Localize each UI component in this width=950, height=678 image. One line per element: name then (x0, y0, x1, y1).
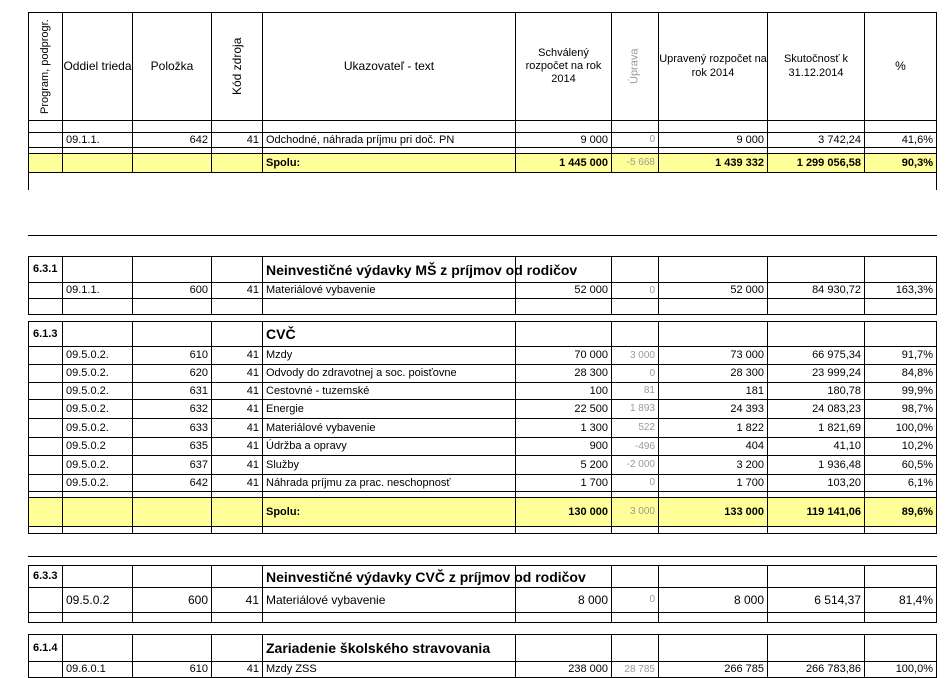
sec614-title: Zariadenie školského stravovania (262, 634, 662, 662)
sec613-row-3-text: Energie (262, 399, 516, 419)
sec613-total-percent: 89,6% (864, 497, 937, 527)
sec613-row-4-polozka: 633 (132, 418, 212, 438)
sec614-row-upraveny: 266 785 (658, 661, 768, 678)
top-total-label: Spolu: (262, 153, 516, 173)
sec613-row-5-polozka: 635 (132, 437, 212, 456)
top-row-text: Odchodné, náhrada príjmu pri doč. PN (262, 132, 516, 148)
sec613-row-4-kod: 41 (211, 418, 263, 438)
sec613-row-1-text: Odvody do zdravotnej a soc. poisťovne (262, 364, 516, 383)
sec613-row-0-kod: 41 (211, 346, 263, 365)
sec633-row-text: Materiálové vybavenie (262, 587, 516, 613)
sec613-row-1-skutocnost: 23 999,24 (767, 364, 865, 383)
sec613-row-0-oddiel: 09.5.0.2. (62, 346, 133, 365)
sec613-row-0-percent: 91,7% (864, 346, 937, 365)
sec613-row-5-schvaleny: 900 (515, 437, 612, 456)
sec613-row-3-kod: 41 (211, 399, 263, 419)
top-total-upraveny: 1 439 332 (658, 153, 768, 173)
sec613-row-2-upraveny: 181 (658, 382, 768, 400)
sec613-row-3-polozka: 632 (132, 399, 212, 419)
sec613-row-2-schvaleny: 100 (515, 382, 612, 400)
sec613-row-6-kod: 41 (211, 455, 263, 475)
sec613-row-5-uprava: -496 (611, 437, 659, 456)
header-upraveny: Upravený rozpočet na rok 2014 (658, 12, 768, 121)
header-program: Program, podprogr. (28, 12, 63, 121)
header-kod-zdroja: Kód zdroja (211, 12, 263, 121)
sec613-title: CVČ (262, 321, 662, 347)
sec631-row-schvaleny: 52 000 (515, 282, 612, 299)
sec613-row-5-oddiel: 09.5.0.2 (62, 437, 133, 456)
sec613-row-3-uprava: 1 893 (611, 399, 659, 419)
top-total-percent: 90,3% (864, 153, 937, 173)
sec631-title: Neinvestičné výdavky MŠ z príjmov od rodičov (262, 256, 662, 283)
sec633-row-oddiel: 09.5.0.2 (62, 587, 133, 613)
sec613-row-7-percent: 6,1% (864, 474, 937, 492)
header-polozka: Položka (132, 12, 212, 121)
header-ukazovatel: Ukazovateľ - text (262, 12, 516, 121)
sec613-total-upraveny: 133 000 (658, 497, 768, 527)
section-gap-2 (28, 556, 937, 557)
sec613-row-1-percent: 84,8% (864, 364, 937, 383)
sec613-row-0-polozka: 610 (132, 346, 212, 365)
sec613-row-6-upraveny: 3 200 (658, 455, 768, 475)
sec613-total-label: Spolu: (262, 497, 516, 527)
sheet-left-border (28, 172, 29, 190)
sec613-row-5-text: Údržba a opravy (262, 437, 516, 456)
sec613-row-3-schvaleny: 22 500 (515, 399, 612, 419)
sec613-row-3-skutocnost: 24 083,23 (767, 399, 865, 419)
sec613-row-3-percent: 98,7% (864, 399, 937, 419)
top-total-schvaleny: 1 445 000 (515, 153, 612, 173)
top-row-oddiel: 09.1.1. (62, 132, 133, 148)
sec613-row-7-schvaleny: 1 700 (515, 474, 612, 492)
sec633-code: 6.3.3 (28, 565, 63, 588)
sec633-row-schvaleny: 8 000 (515, 587, 612, 613)
sec613-row-0-text: Mzdy (262, 346, 516, 365)
sec613-row-5-upraveny: 404 (658, 437, 768, 456)
sec613-total-uprava: 3 000 (611, 497, 659, 527)
top-row-skutocnost: 3 742,24 (767, 132, 865, 148)
sec633-row-percent: 81,4% (864, 587, 937, 613)
sec631-row-polozka: 600 (132, 282, 212, 299)
header-uprava: Úprava (611, 12, 659, 121)
sec613-row-7-polozka: 642 (132, 474, 212, 492)
header-oddiel: Oddiel trieda (62, 12, 133, 121)
sec614-row-percent: 100,0% (864, 661, 937, 678)
sec613-row-2-skutocnost: 180,78 (767, 382, 865, 400)
sec613-row-4-uprava: 522 (611, 418, 659, 438)
sec633-row-skutocnost: 6 514,37 (767, 587, 865, 613)
sec613-row-0-upraveny: 73 000 (658, 346, 768, 365)
sec614-row-schvaleny: 238 000 (515, 661, 612, 678)
sec631-row-upraveny: 52 000 (658, 282, 768, 299)
sec613-row-1-oddiel: 09.5.0.2. (62, 364, 133, 383)
top-row-percent: 41,6% (864, 132, 937, 148)
sec614-row-polozka: 610 (132, 661, 212, 678)
sec613-row-7-uprava: 0 (611, 474, 659, 492)
sec613-row-7-oddiel: 09.5.0.2. (62, 474, 133, 492)
top-total-uprava: -5 668 (611, 153, 659, 173)
sec613-row-5-skutocnost: 41,10 (767, 437, 865, 456)
sec613-row-0-schvaleny: 70 000 (515, 346, 612, 365)
sec613-row-7-kod: 41 (211, 474, 263, 492)
sec613-row-3-oddiel: 09.5.0.2. (62, 399, 133, 419)
sec613-row-4-skutocnost: 1 821,69 (767, 418, 865, 438)
sec614-row-kod: 41 (211, 661, 263, 678)
sec613-row-4-upraveny: 1 822 (658, 418, 768, 438)
sec631-row-percent: 163,3% (864, 282, 937, 299)
sec613-row-2-uprava: 81 (611, 382, 659, 400)
header-percent: % (864, 12, 937, 121)
sec613-row-6-text: Služby (262, 455, 516, 475)
sec613-total-schvaleny: 130 000 (515, 497, 612, 527)
top-total-skutocnost: 1 299 056,58 (767, 153, 865, 173)
sec613-row-3-upraveny: 24 393 (658, 399, 768, 419)
sec633-title: Neinvestičné výdavky CVČ z príjmov od rodičov (262, 565, 662, 588)
sec613-row-1-schvaleny: 28 300 (515, 364, 612, 383)
sec631-code: 6.3.1 (28, 256, 63, 283)
header-skutocnost: Skutočnosť k 31.12.2014 (767, 12, 865, 121)
sec613-row-6-schvaleny: 5 200 (515, 455, 612, 475)
top-row-uprava: 0 (611, 132, 659, 148)
sec613-row-7-skutocnost: 103,20 (767, 474, 865, 492)
sec613-total-skutocnost: 119 141,06 (767, 497, 865, 527)
sec613-row-0-uprava: 3 000 (611, 346, 659, 365)
sec613-code: 6.1.3 (28, 321, 63, 347)
sec614-row-skutocnost: 266 783,86 (767, 661, 865, 678)
sec633-row-upraveny: 8 000 (658, 587, 768, 613)
sheet-right-border (936, 172, 937, 190)
sec614-row-text: Mzdy ZSS (262, 661, 516, 678)
sec613-row-7-upraveny: 1 700 (658, 474, 768, 492)
top-row-polozka: 642 (132, 132, 212, 148)
top-row-upraveny: 9 000 (658, 132, 768, 148)
sec613-row-6-percent: 60,5% (864, 455, 937, 475)
sec613-row-2-text: Cestovné - tuzemské (262, 382, 516, 400)
sec613-row-4-oddiel: 09.5.0.2. (62, 418, 133, 438)
header-schvaleny: Schválený rozpočet na rok 2014 (515, 12, 612, 121)
sec613-row-6-skutocnost: 1 936,48 (767, 455, 865, 475)
sec614-row-uprava: 28 785 (611, 661, 659, 678)
sec613-row-4-text: Materiálové vybavenie (262, 418, 516, 438)
sec631-row-uprava: 0 (611, 282, 659, 299)
sec631-row-text: Materiálové vybavenie (262, 282, 516, 299)
section-gap (28, 235, 937, 236)
sec613-row-4-percent: 100,0% (864, 418, 937, 438)
top-row-kod: 41 (211, 132, 263, 148)
sec613-row-6-oddiel: 09.5.0.2. (62, 455, 133, 475)
sec631-row-skutocnost: 84 930,72 (767, 282, 865, 299)
sec631-row-kod: 41 (211, 282, 263, 299)
sec613-row-4-schvaleny: 1 300 (515, 418, 612, 438)
sec613-row-1-uprava: 0 (611, 364, 659, 383)
sec613-row-5-kod: 41 (211, 437, 263, 456)
sec633-row-kod: 41 (211, 587, 263, 613)
sec613-row-2-oddiel: 09.5.0.2. (62, 382, 133, 400)
sec613-row-5-percent: 10,2% (864, 437, 937, 456)
sec613-row-6-polozka: 637 (132, 455, 212, 475)
sec613-row-1-polozka: 620 (132, 364, 212, 383)
sec631-row-oddiel: 09.1.1. (62, 282, 133, 299)
sec613-row-1-kod: 41 (211, 364, 263, 383)
sec613-row-2-kod: 41 (211, 382, 263, 400)
sec613-row-0-skutocnost: 66 975,34 (767, 346, 865, 365)
sec614-row-oddiel: 09.6.0.1 (62, 661, 133, 678)
sec633-row-polozka: 600 (132, 587, 212, 613)
sec633-row-uprava: 0 (611, 587, 659, 613)
sec613-row-2-polozka: 631 (132, 382, 212, 400)
sec613-row-1-upraveny: 28 300 (658, 364, 768, 383)
sec613-row-6-uprava: -2 000 (611, 455, 659, 475)
top-row-schvaleny: 9 000 (515, 132, 612, 148)
sec613-row-7-text: Náhrada príjmu za prac. neschopnosť (262, 474, 516, 492)
sec613-row-2-percent: 99,9% (864, 382, 937, 400)
sec614-code: 6.1.4 (28, 634, 63, 662)
